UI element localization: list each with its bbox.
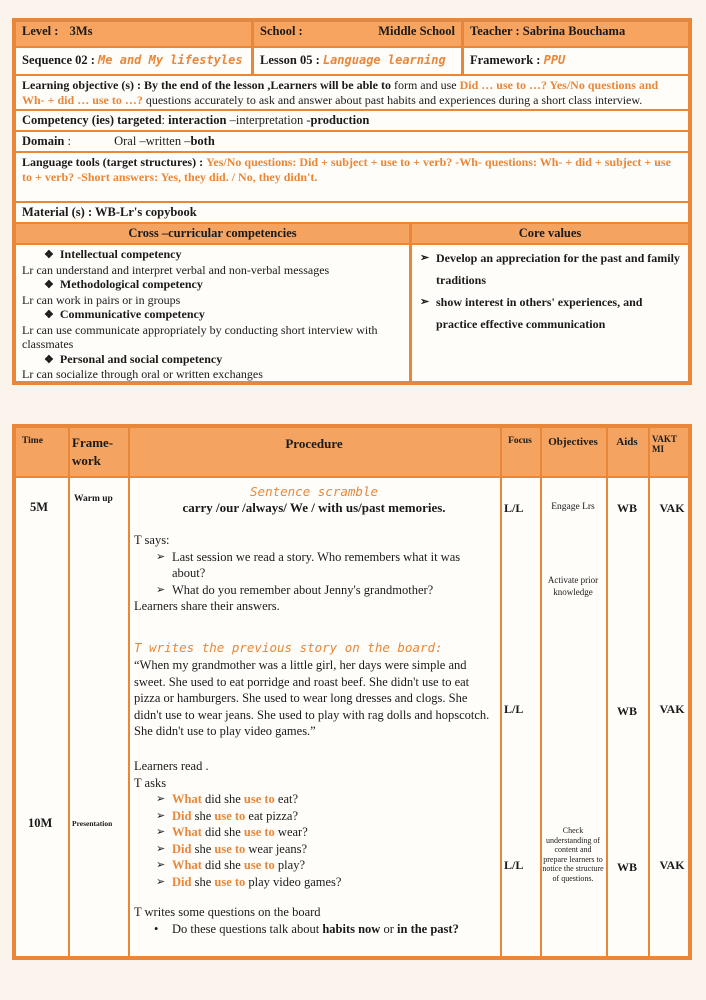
framework-cell: [464, 48, 688, 74]
presentation-objective: Check understanding of content and prepare learners to notice the structure of questions.: [542, 826, 604, 883]
question-item: ➢ What did she use to eat?: [154, 791, 496, 808]
col-divider: [648, 428, 650, 956]
competency-heading: ❖ Communicative competency: [22, 307, 403, 323]
language-tools: Language tools (target structures) : Yes/No questions: Did + subject + use to + verb? -Wh- questions: Wh- + did + subject + use to + verb? -Short answers: Yes, they did. / No, they didn't.: [22, 155, 671, 184]
presentation-block: [134, 758, 496, 937]
question-item: ➢ Did she use to play video games?: [154, 874, 496, 891]
learners-read: Learners read .: [134, 759, 209, 773]
competency-text: Lr can understand and interpret verbal and non-verbal messages: [22, 262, 330, 277]
header-aids: Aids: [616, 436, 638, 448]
warmup-stage: Warm up: [74, 494, 113, 504]
presentation-aids: WB: [616, 860, 637, 874]
level-label: Level :: [22, 24, 59, 38]
activate-objective: Activate prior knowledge: [547, 575, 599, 597]
lesson-label: Lesson 05 :: [260, 53, 320, 67]
cross-curricular-title: Cross –curricular competencies: [16, 224, 412, 243]
level-cell: [16, 22, 254, 46]
core-value-item: ➢ Develop an appreciation for the past and family traditions: [418, 247, 682, 291]
learners-share: Learners share their answers.: [134, 599, 280, 613]
framework-label: Framework :: [470, 53, 541, 67]
teacher-cell: [464, 22, 688, 46]
warmup-activity-title: Sentence scramble: [250, 484, 378, 499]
core-values-title: Core values: [412, 224, 688, 243]
header-vakt: VAKT MI: [652, 434, 677, 454]
competency-row: Competency (ies) targeted: interaction –interpretation -production: [22, 113, 370, 127]
t-writes: T writes some questions on the board: [134, 905, 321, 919]
story-text: “When my grandmother was a little girl, her days were simple and sweet. She used to eat porridge and roast beef. She didn't use to eat pizza or hamburgers. She used to wear long dresses and clogs. She didn't use to wear jeans. She used to play with rag dolls and hopscotch. She didn't use to play video games.”: [134, 658, 490, 738]
t-asks: T asks: [134, 775, 167, 790]
sequence-label: Sequence 02 :: [22, 53, 95, 67]
story-aids: WB: [616, 704, 637, 718]
story-vakt: VAK: [659, 702, 685, 716]
question-item: ➢ Did she use to eat pizza?: [154, 808, 496, 825]
procedure-table: [12, 424, 692, 960]
header-time: Time: [22, 436, 43, 446]
cross-curricular-list: [16, 245, 412, 381]
col-divider: [500, 428, 502, 956]
school-value: Middle School: [378, 24, 455, 38]
t-says-intro: T says:: [134, 533, 170, 547]
warmup-objective: Engage Lrs: [551, 502, 595, 512]
warmup-focus: L/L: [504, 501, 524, 515]
presentation-focus: L/L: [504, 858, 524, 872]
sequence-value: Me and My lifestyles: [98, 53, 243, 67]
material-row: Material (s) : WB-Lr's copybook: [22, 205, 197, 219]
warmup-aids: WB: [616, 501, 637, 515]
framework-value: PPU: [543, 53, 566, 67]
domain-row: Domain : Oral –written –both: [22, 134, 215, 148]
t-says-question: ➢ Last session we read a story. Who remembers what it was about?: [154, 549, 496, 582]
presentation-vakt: VAK: [659, 858, 685, 872]
final-question: • Do these questions talk about habits now or in the past?: [134, 921, 496, 938]
header-focus: Focus: [508, 436, 532, 446]
level-value: 3Ms: [69, 24, 93, 38]
competency-text: Lr can socialize through oral or written exchanges: [22, 367, 263, 381]
header-framework: Frame-work: [72, 435, 114, 468]
school-label: School :: [260, 24, 303, 38]
competency-text: Lr can work in pairs or in groups: [22, 292, 181, 307]
teacher-name: Teacher : Sabrina Bouchama: [470, 24, 626, 38]
header-objectives: Objectives: [548, 436, 598, 448]
story-title: T writes the previous story on the board:: [134, 640, 443, 655]
t-says-question: ➢ What do you remember about Jenny's grandmother?: [154, 582, 496, 599]
question-item: ➢ Did she use to wear jeans?: [154, 841, 496, 858]
core-values-list: [412, 245, 688, 381]
presentation-time: 10M: [28, 816, 53, 830]
competency-text: Lr can use communicate appropriately by conducting short interview with classmates: [22, 322, 378, 351]
school-cell: [254, 22, 464, 46]
header-divider: [16, 476, 688, 478]
sequence-cell: [16, 48, 254, 74]
warmup-vakt: VAK: [659, 501, 685, 515]
presentation-stage: Presentation: [72, 819, 113, 828]
question-item: ➢ What did she use to play?: [154, 857, 496, 874]
core-value-item: ➢ show interest in others' experiences, and practice effective communication: [418, 291, 682, 335]
header-procedure: Procedure: [285, 436, 343, 451]
story-focus: L/L: [504, 702, 524, 716]
lesson-value: Language learning: [322, 53, 446, 67]
competency-heading: ❖ Methodological competency: [22, 277, 403, 293]
lesson-cell: [254, 48, 464, 74]
competency-heading: ❖ Personal and social competency: [22, 352, 403, 368]
t-says-block: [134, 532, 496, 615]
lesson-info-table: [12, 18, 692, 385]
learning-objective: Learning objective (s) : By the end of the lesson ,Learners will be able to form and use Did … use to …? Yes/No questions and Wh- + did … use to …? questions accurately to ask and answer about past habits and experiences during a short class interview.: [22, 78, 659, 107]
question-item: ➢ What did she use to wear?: [154, 824, 496, 841]
competency-heading: ❖ Intellectual competency: [22, 247, 403, 263]
col-divider: [68, 428, 70, 956]
warmup-time: 5M: [30, 500, 49, 514]
warmup-scramble: carry /our /always/ We / with us/past memories.: [182, 500, 446, 515]
